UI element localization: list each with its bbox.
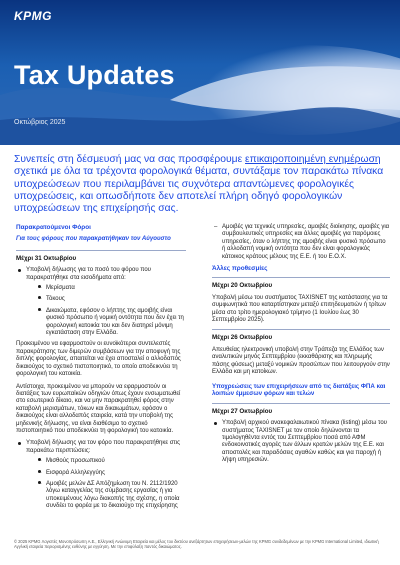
- paragraph: Αντίστοιχα, προκειμένου να μπορούν να εφαρμοστούν οι διατάξεις των ευρωπαϊκών οδηγιών όπως έχουν ενσωματωθεί στο εσωτερικό δίκαιο, και να μην παρακρατηθεί φόρος στην καταβολή μερισμάτων, τόκων και δικαιωμάτων, εφόσον ο δικαιούχος είναι αλλοδαπός εταιρεία, κατά την υποβολή της μηδενικής δήλωσης, να είναι διαθέσιμο το σχετικό πιστοποιητικό που αποδεικνύει τη φορολογική του κατοικία.: [16, 383, 181, 434]
- dash-item: – Αμοιβές για τεχνικές υπηρεσίες, αμοιβές διοίκησης, αμοιβές για συμβουλευτικές υπηρεσίες και άλλες αμοιβές για παρόμοιες υπηρεσίες, όταν ο λήπτης της αμοιβής είναι φυσικό πρόσωπο ή αλλοδαπή νομική οντότητα που δεν είναι φορολογικός κάτοικος κράτους μέλους της Ε.Ε. ή του Ε.Ο.Χ.: [222, 224, 390, 261]
- left-column: [16, 224, 186, 515]
- bullet-list: [16, 267, 186, 337]
- dash-item: – Δικαιώματα, εφόσον ο λήπτης της αμοιβής είναι φυσικό πρόσωπο ή νομική οντότητα που δεν έχει τη φορολογική κατοικία του και δεν διατηρεί μόνιμη εγκατάσταση στην Ελλάδα.: [46, 308, 186, 338]
- intro-text-start: Συνεπείς στη δέσμευσή μας να σας προσφέρουμε: [14, 154, 246, 165]
- dash-item: – Μισθούς προσωπικού: [46, 458, 186, 465]
- dash-item: – Τόκους: [46, 296, 186, 303]
- issue-date: Οκτώβριος 2025: [14, 119, 66, 126]
- list-item-text: Υποβολή δήλωσης για τον φόρο που παρακρατήθηκε στις παρακάτω περιπτώσεις:: [26, 440, 180, 454]
- dash-list: [26, 285, 186, 337]
- category-heading: Παρακρατούμενοι Φόροι: [16, 224, 91, 231]
- dash-item: – Μερίσματα: [46, 285, 186, 292]
- intro-link[interactable]: επικαιροποιημένη ενημέρωση: [245, 154, 381, 165]
- list-item: [26, 267, 186, 337]
- list-item: Υποβολή αρχικού ανακεφαλαιωτικού πίνακα (listing) μέσω του συστήματος TAXISNET με τον οποίο δηλώνονται τα τιμολογηθέντα εντός του Σεπτεμβρίου ποσά από ΑΦΜ ενδοκοινοτικές αγορές των άλλων κρατών μελών της Ε.Ε. και αποστολές και παραδόσεις αγαθών καθώς και για παροχή ή λήψη υπηρεσιών.: [222, 420, 390, 464]
- deadline-heading: Μέχρι 26 Οκτωβρίου: [212, 334, 273, 342]
- footer-disclaimer: © 2025 KPMG Λογιστές Μονοπρόσωπη Α.Ε., Ελληνική Ανώνυμη Εταιρεία και μέλος του δικτύου ανεξάρτητων επιχειρήσεων-μελών της KPMG συνδεδεμένων με την KPMG International Limited, ιδιωτική Αγγλική εταιρεία περιορισμένης ευθύνης με εγγύηση. Με την επιφύλαξη παντός δικαιώματος.: [14, 539, 379, 549]
- dash-list: [212, 224, 390, 261]
- dash-item: – Αμοιβές μελών ΔΣ Απόζημίωση του Ν. 2112/1920 λόγω καταγγελίας της σύμβασης εργασίας ή για υποκειμένους λόγω διακοπής της σχέσης, η οποία συνδέει το φορέα με το δικαιούχο της επιχείρησης: [46, 481, 186, 511]
- bullet-list: [212, 420, 390, 464]
- paragraph: Υποβολή μέσω του συστήματος TAXISNET της κατάστασης για τα συμφωνητικά που καταρτίστηκαν μεταξύ επιτηδευματιών ή τρίτων μέσα στο τρίτο ημερολογιακό τρίμηνο (1 Ιουλίου έως 30 Σεπτεμβρίου 2025).: [212, 294, 388, 324]
- paragraph: Προκειμένου να εφαρμοστούν οι ευνοϊκότεροι συντελεστές παρακράτησης των διμερών συμβάσεων για την αποφυγή της διπλής φορολογίας, απαιτείται να έχει αποσταλεί ο αλλοδαπός δικαιούχος το σχετικό πιστοποιητικό, το οποίο αποδεικνύει τη φορολογική του κατοικία.: [16, 341, 181, 378]
- list-item: [26, 440, 186, 510]
- deadline-heading: Μέχρι 27 Οκτωβρίου: [212, 407, 273, 415]
- page-title: Tax Updates: [14, 60, 175, 90]
- list-item-text: Υποβολή δήλωσης για το ποσό του φόρου που παρακρατήθηκε στα εισοδήματα από:: [26, 267, 151, 281]
- deadline-heading: Μέχρι 31 Οκτωβρίου: [16, 254, 77, 262]
- intro-text-end: σχετικά με όλα τα τρέχοντα φορολογικά θέματα, συντάξαμε τον παρακάτω πίνακα υποχρεώσεων που περιλαμβάνει τις συχνότερα απαντώμενες φορολογικές υποχρεώσεις, και οπωσδήποτε δεν αποτελεί πλήρη οδηγό φορολογικών υποχρεώσεων της επιχείρησής σας.: [14, 166, 384, 215]
- deadline-heading: Μέχρι 20 Οκτωβρίου: [212, 282, 273, 290]
- vat-heading: Υποχρεώσεις των επιχειρήσεων από τις διατάξεις ΦΠΑ και λοιπών έμμεσων φόρων και τελών: [212, 382, 386, 398]
- dash-item: – Εισφορά Αλληλεγγύης: [46, 470, 186, 477]
- right-column: [212, 224, 390, 469]
- kpmg-logo: KPMG: [14, 9, 52, 23]
- bullet-list: [16, 440, 186, 510]
- paragraph: Απευθείας ηλεκτρονική υποβολή στην Τράπεζα της Ελλάδος των αναλυτικών μηνός Σεπτεμβρίου (εκκαθάρισης και πληρωμής πάσης φύσεως) μεταξύ νομικών προσώπων που λειτουργούν στην Ελλάδα και μη κατοίκων.: [212, 346, 390, 376]
- other-deadlines-heading: Άλλες προθεσμίες: [212, 265, 268, 273]
- hero-banner: [0, 0, 400, 145]
- intro-paragraph: [14, 154, 388, 215]
- category-subheading: Για τους φόρους που παρακρατήθηκαν τον Αύγουστο: [16, 235, 171, 243]
- dash-list: [26, 458, 186, 510]
